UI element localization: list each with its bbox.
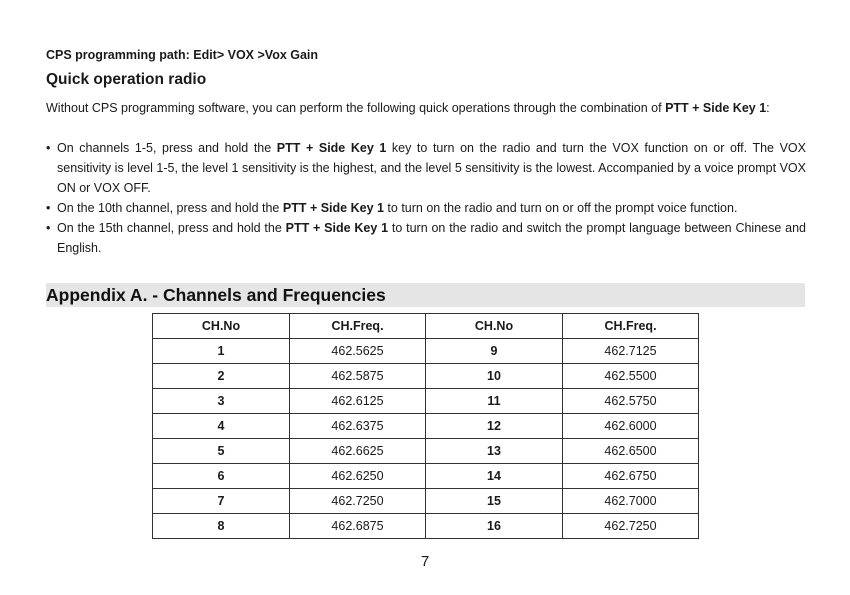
bullet-text: On channels 1-5, press and hold the: [57, 141, 277, 155]
list-item: [46, 198, 806, 218]
channel-number-cell: 7: [153, 489, 290, 514]
bullet-key: PTT + Side Key 1: [276, 141, 387, 155]
frequency-cell: 462.7125: [563, 339, 699, 364]
channel-number-cell: 9: [426, 339, 563, 364]
frequency-cell: 462.5625: [290, 339, 426, 364]
frequency-cell: 462.6500: [563, 439, 699, 464]
header-ch-freq: CH.Freq.: [290, 314, 426, 339]
bullet-list: [46, 138, 806, 258]
intro-end: :: [766, 101, 770, 115]
table-header-row: [153, 314, 699, 339]
frequency-cell: 462.6000: [563, 414, 699, 439]
frequency-cell: 462.7250: [563, 514, 699, 539]
channel-number-cell: 8: [153, 514, 290, 539]
channel-number-cell: 10: [426, 364, 563, 389]
intro-paragraph: [46, 98, 806, 118]
channel-number-cell: 4: [153, 414, 290, 439]
channel-number-cell: 14: [426, 464, 563, 489]
header-ch-freq: CH.Freq.: [563, 314, 699, 339]
bullet-text: to turn on the radio and turn on or off the prompt voice function.: [383, 201, 738, 215]
channel-number-cell: 1: [153, 339, 290, 364]
table-row: [153, 439, 699, 464]
channel-frequency-table: [152, 313, 699, 539]
channel-number-cell: 12: [426, 414, 563, 439]
appendix-heading-bar: [46, 283, 805, 307]
list-item: [46, 138, 806, 198]
frequency-cell: 462.6125: [290, 389, 426, 414]
table-row: [153, 464, 699, 489]
frequency-cell: 462.6750: [563, 464, 699, 489]
list-item: [46, 218, 806, 258]
header-ch-no: CH.No: [153, 314, 290, 339]
channel-number-cell: 3: [153, 389, 290, 414]
table-row: [153, 514, 699, 539]
channel-number-cell: 6: [153, 464, 290, 489]
intro-text: Without CPS programming software, you can perform the following quick operations through the combination of: [46, 101, 666, 115]
bullet-text: On the 10th channel, press and hold the: [57, 201, 283, 215]
frequency-cell: 462.7000: [563, 489, 699, 514]
frequency-cell: 462.6375: [290, 414, 426, 439]
channel-number-cell: 13: [426, 439, 563, 464]
table-row: [153, 389, 699, 414]
header-ch-no: CH.No: [426, 314, 563, 339]
section-title: Quick operation radio: [46, 71, 207, 88]
bullet-text: key to turn on the radio and turn the VOX function on or off. The VOX sensitivity is level 1-5, the level 1 sensitivity is the highest, and the level 5 sensitivity is the lowest. Accompanied by a voice prompt VOX ON or VOX OFF.: [57, 141, 806, 195]
channel-number-cell: 2: [153, 364, 290, 389]
channel-number-cell: 15: [426, 489, 563, 514]
programming-path: CPS programming path: Edit> VOX >Vox Gain: [46, 48, 319, 62]
frequency-cell: 462.7250: [290, 489, 426, 514]
frequency-cell: 462.6625: [290, 439, 426, 464]
frequency-cell: 462.5500: [563, 364, 699, 389]
bullet-text: On the 15th channel, press and hold the: [57, 221, 286, 235]
appendix-title: Appendix A. - Channels and Frequencies: [46, 285, 386, 305]
page-number: 7: [420, 553, 430, 570]
table-row: [153, 339, 699, 364]
frequency-cell: 462.5750: [563, 389, 699, 414]
table-row: [153, 489, 699, 514]
intro-key: PTT + Side Key 1: [665, 101, 767, 115]
table-body: [153, 339, 699, 539]
bullet-key: PTT + Side Key 1: [285, 221, 389, 235]
channel-number-cell: 16: [426, 514, 563, 539]
frequency-cell: 462.5875: [290, 364, 426, 389]
channel-number-cell: 11: [426, 389, 563, 414]
table-row: [153, 414, 699, 439]
channel-number-cell: 5: [153, 439, 290, 464]
frequency-cell: 462.6875: [290, 514, 426, 539]
bullet-key: PTT + Side Key 1: [282, 201, 384, 215]
table-row: [153, 364, 699, 389]
bullet-text: to turn on the radio and switch the prompt language between Chinese and English.: [57, 221, 806, 255]
frequency-cell: 462.6250: [290, 464, 426, 489]
